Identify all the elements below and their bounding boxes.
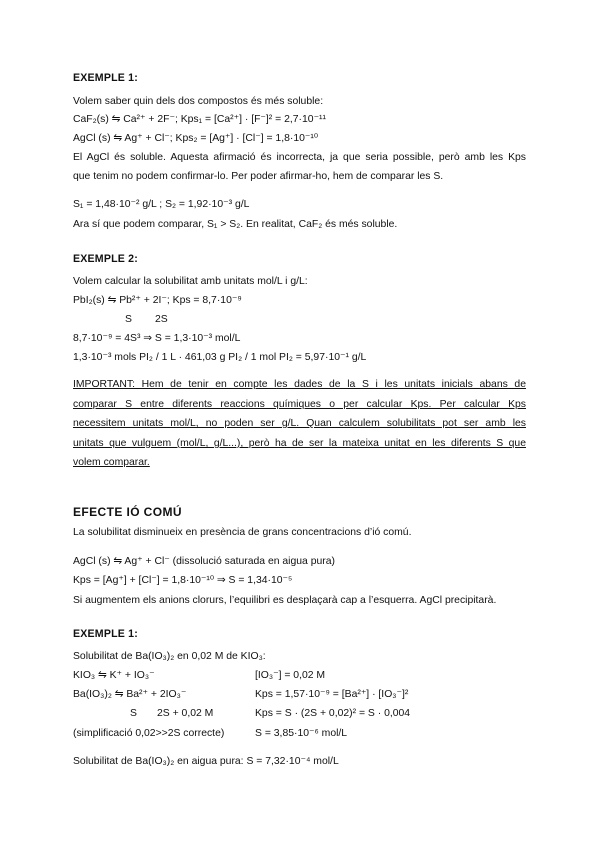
ex2-2s-label: 2S [155,314,168,325]
efecte-io-comu-heading: EFECTE IÓ COMÚ [73,505,182,519]
ex2-pbi2-equation: PbI₂(s) ⇋ Pb²⁺ + 2I⁻; Kps = 8,7·10⁻⁹ [73,295,242,306]
ex2-intro: Volem calcular la solubilitat amb unitats mol/L i g/L: [73,276,308,287]
ex1-caf2-equation: CaF₂(s) ⇋ Ca²⁺ + 2F⁻; Kps₁ = [Ca²⁺] · [F⁻]² = 2,7·10⁻¹¹ [73,114,326,125]
ex1-agcl-equation: AgCl (s) ⇋ Ag⁺ + Cl⁻; Kps₂ = [Ag⁺] · [Cl⁻] = 1,8·10⁻¹⁰ [73,133,319,144]
ion-2s-label: 2S + 0,02 M [157,708,214,719]
ex2-conversion: 1,3·10⁻³ mols PI₂ / 1 L · 461,03 g PI₂ / 1 mol PI₂ = 5,97·10⁻¹ g/L [73,352,367,363]
efecte-kps-line: Kps = [Ag⁺] + [Cl⁻] = 1,8·10⁻¹⁰ ⇒ S = 1,34·10⁻⁵ [73,575,293,586]
kio3-equation: KIO₃ ⇋ K⁺ + IO₃⁻ [73,670,155,681]
ion-kps-expression: Kps = S · (2S + 0,02)² = S · 0,004 [255,708,411,719]
important-line3: necessitem unitats mol/L, no poden ser g/L. Quan calculem solubilitats pot ser amb les [73,418,526,429]
io3-concentration: [IO₃⁻] = 0,02 M [255,670,326,681]
simplification-note: (simplificació 0,02>>2S correcte) [73,728,225,739]
ex1-intro: Volem saber quin dels dos compostos és més soluble: [73,96,324,107]
ex1-solubilities: S₁ = 1,48·10⁻² g/L ; S₂ = 1,92·10⁻³ g/L [73,199,250,210]
important-line2: comparar S entre diferents reaccions químiques o per calcular Kps. Per calcular Kps [73,399,526,410]
exemple-1-ion-heading: EXEMPLE 1: [73,628,138,640]
important-line4: unitats que vulguem (mol/L, g/L...), però ha de ser la mateixa unitat en les diferents S que [73,438,526,449]
ex2-solve: 8,7·10⁻⁹ = 4S³ ⇒ S = 1,3·10⁻³ mol/L [73,333,241,344]
ion-ex-intro: Solubilitat de Ba(IO₃)₂ en 0,02 M de KIO₃: [73,651,266,662]
ion-s-result: S = 3,85·10⁻⁶ mol/L [255,728,348,739]
efecte-agcl-equation: AgCl (s) ⇋ Ag⁺ + Cl⁻ (dissolució saturada en aigua pura) [73,556,335,567]
exemple-1-heading: EXEMPLE 1: [73,72,138,84]
ion-s-label: S [130,708,137,719]
important-line1: IMPORTANT: Hem de tenir en compte les dades de la S i les unitats inicials abans de [73,379,526,390]
ex1-statement-line1: El AgCl és soluble. Aquesta afirmació és incorrecta, ja que seria possible, però amb les Kps [73,152,526,163]
baio3-equation: Ba(IO₃)₂ ⇋ Ba²⁺ + 2IO₃⁻ [73,689,187,700]
efecte-conclusion: Si augmentem els anions clorurs, l’equilibri es desplaçarà cap a l’esquerra. AgCl precipitarà. [73,595,497,606]
baio3-kps: Kps = 1,57·10⁻⁹ = [Ba²⁺] · [IO₃⁻]² [255,689,409,700]
efecte-intro: La solubilitat disminueix en presència de grans concentracions d’ió comú. [73,527,412,538]
ex1-conclusion: Ara sí que podem comparar, S₁ > S₂. En realitat, CaF₂ és més soluble. [73,219,398,230]
pure-water-solubility: Solubilitat de Ba(IO₃)₂ en aigua pura: S = 7,32·10⁻⁴ mol/L [73,756,339,767]
ex2-s-label: S [125,314,132,325]
ex1-statement-line2: que tenim no podem confirmar-lo. Per poder afirmar-ho, hem de comparar les S. [73,171,444,182]
exemple-2-heading: EXEMPLE 2: [73,253,138,265]
important-line5: volem comparar. [73,457,150,468]
